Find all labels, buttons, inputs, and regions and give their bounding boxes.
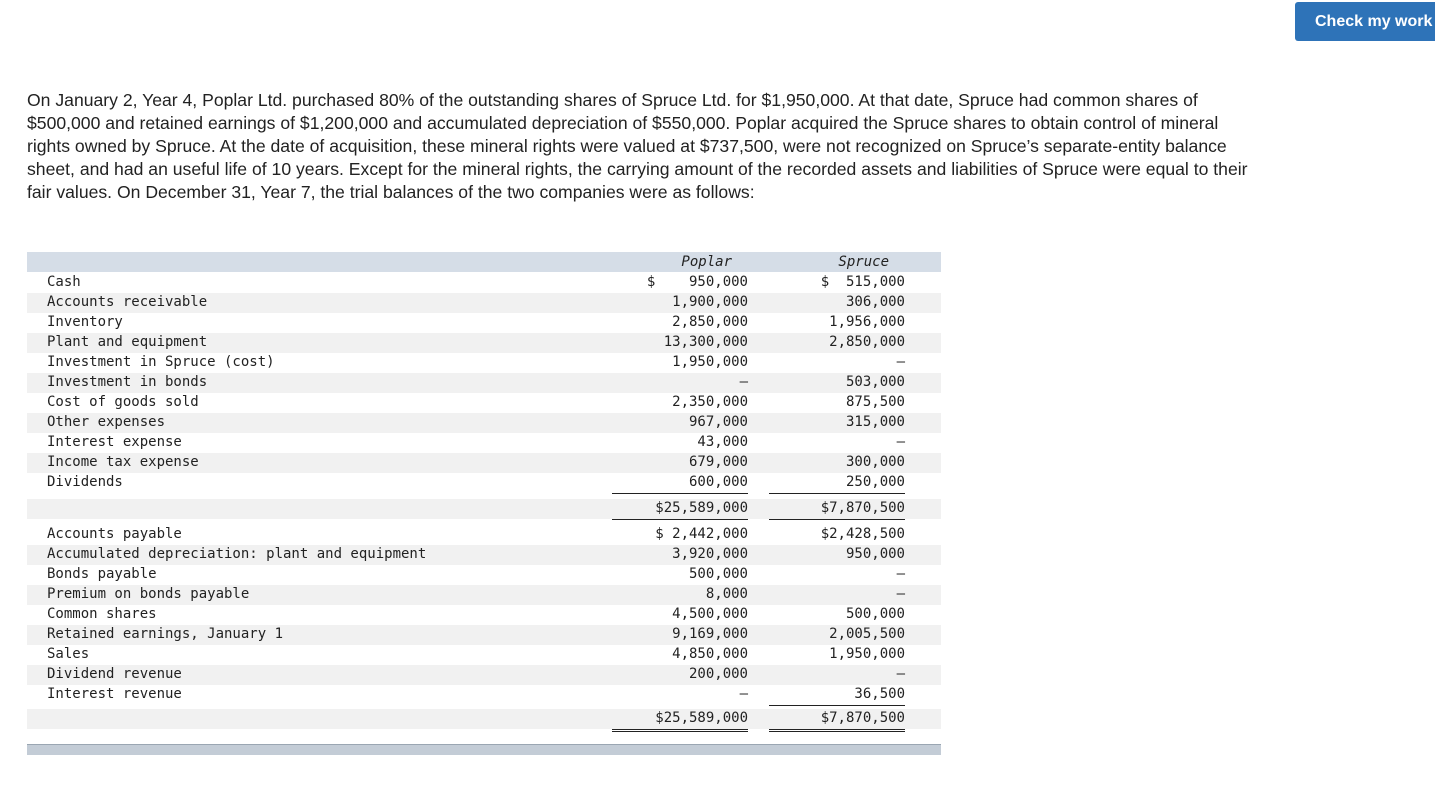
debit-total-row — [27, 499, 941, 519]
spruce-amount: 503,000 — [845, 374, 905, 390]
table-row — [27, 313, 941, 333]
table-row — [27, 473, 941, 493]
table-footer-bar — [27, 744, 941, 755]
poplar-amount: 967,000 — [688, 414, 748, 430]
poplar-amount: – — [739, 686, 748, 702]
poplar-amount: 2,850,000 — [672, 314, 748, 330]
table-row — [27, 393, 941, 413]
row-label: Bonds payable — [47, 566, 157, 582]
table-row — [27, 273, 941, 293]
spruce-amount: $2,428,500 — [820, 526, 905, 542]
poplar-amount: 43,000 — [697, 434, 748, 450]
row-label: Interest revenue — [47, 686, 182, 702]
poplar-amount: 1,900,000 — [672, 294, 748, 310]
spruce-amount: $ 515,000 — [820, 274, 905, 290]
poplar-amount: 2,350,000 — [672, 394, 748, 410]
row-label: Inventory — [47, 314, 123, 330]
row-label: Cost of goods sold — [47, 394, 199, 410]
row-label: Plant and equipment — [47, 334, 208, 350]
credit-total-row — [27, 709, 941, 729]
row-label: Retained earnings, January 1 — [47, 626, 284, 642]
table-row — [27, 373, 941, 393]
row-label: Sales — [47, 646, 90, 662]
table-row — [27, 605, 941, 625]
col-header-poplar: Poplar — [681, 254, 732, 270]
poplar-amount: 200,000 — [688, 666, 748, 682]
table-row — [27, 685, 941, 705]
spruce-amount: – — [896, 354, 905, 370]
table-row — [27, 413, 941, 433]
poplar-amount: – — [739, 374, 748, 390]
spruce-amount: 300,000 — [845, 454, 905, 470]
poplar-amount: 9,169,000 — [672, 626, 748, 642]
table-header — [27, 252, 941, 272]
trial-balance-table — [27, 252, 941, 754]
poplar-amount: $ 950,000 — [646, 274, 748, 290]
table-row — [27, 565, 941, 585]
row-label: Accounts receivable — [47, 294, 208, 310]
row-label: Common shares — [47, 606, 157, 622]
table-row — [27, 585, 941, 605]
spruce-amount: 1,956,000 — [829, 314, 905, 330]
spruce-amount: – — [896, 666, 905, 682]
problem-text: On January 2, Year 4, Poplar Ltd. purchased 80% of the outstanding shares of Spruce Ltd. for $1,950,000. At that date, Spruce had common shares of $500,000 and retained earnings of $1,200,000 and accumulated depreciation of $550,000. Poplar acquired the Spruce shares to obtain control of mineral rights owned by Spruce. At the date of acquisition, these mineral rights were valued at $737,500, were not recognized on Spruce’s separate-entity balance sheet, and had an useful life of 10 years. Except for the mineral rights, the carrying amount of the recorded assets and liabilities of Spruce were equal to their fair values. On December 31, Year 7, the trial balances of the two companies were as follows: — [27, 90, 1248, 202]
row-label: Premium on bonds payable — [47, 586, 250, 602]
spruce-amount: – — [896, 586, 905, 602]
spruce-amount: 306,000 — [845, 294, 905, 310]
row-label: Cash — [47, 274, 81, 290]
spruce-amount: 36,500 — [769, 686, 905, 706]
spruce-amount: 250,000 — [769, 474, 905, 494]
spruce-amount: – — [896, 434, 905, 450]
spruce-amount: 950,000 — [845, 546, 905, 562]
table-row — [27, 645, 941, 665]
poplar-amount: 500,000 — [688, 566, 748, 582]
poplar-amount: 1,950,000 — [672, 354, 748, 370]
table-row — [27, 433, 941, 453]
check-my-work-button[interactable]: Check my work — [1295, 2, 1435, 41]
poplar-amount: 679,000 — [688, 454, 748, 470]
poplar-amount: 3,920,000 — [672, 546, 748, 562]
poplar-amount: $ 2,442,000 — [655, 526, 748, 542]
row-label: Dividends — [47, 474, 123, 490]
table-row — [27, 665, 941, 685]
poplar-amount: 4,850,000 — [672, 646, 748, 662]
spruce-amount: 875,500 — [845, 394, 905, 410]
spruce-amount: 500,000 — [845, 606, 905, 622]
poplar-amount: $25,589,000 — [612, 710, 748, 732]
spruce-amount: 1,950,000 — [829, 646, 905, 662]
row-label: Accumulated depreciation: plant and equipment — [47, 546, 427, 562]
row-label: Accounts payable — [47, 526, 182, 542]
row-label: Investment in bonds — [47, 374, 208, 390]
row-label: Interest expense — [47, 434, 182, 450]
table-row — [27, 333, 941, 353]
spruce-amount: $7,870,500 — [769, 500, 905, 520]
table-row — [27, 545, 941, 565]
poplar-amount: 600,000 — [612, 474, 748, 494]
spruce-amount: 2,850,000 — [829, 334, 905, 350]
spruce-amount: 2,005,500 — [829, 626, 905, 642]
table-row — [27, 453, 941, 473]
poplar-amount: 8,000 — [705, 586, 748, 602]
table-row — [27, 293, 941, 313]
table-row — [27, 625, 941, 645]
spruce-amount: – — [896, 566, 905, 582]
spruce-amount: 315,000 — [845, 414, 905, 430]
col-header-spruce: Spruce — [838, 254, 889, 270]
row-label: Other expenses — [47, 414, 166, 430]
poplar-amount: 4,500,000 — [672, 606, 748, 622]
table-row — [27, 525, 941, 545]
spruce-amount: $7,870,500 — [769, 710, 905, 732]
row-label: Dividend revenue — [47, 666, 182, 682]
poplar-amount: 13,300,000 — [663, 334, 748, 350]
row-label: Income tax expense — [47, 454, 199, 470]
poplar-amount: $25,589,000 — [612, 500, 748, 520]
table-row — [27, 353, 941, 373]
row-label: Investment in Spruce (cost) — [47, 354, 275, 370]
